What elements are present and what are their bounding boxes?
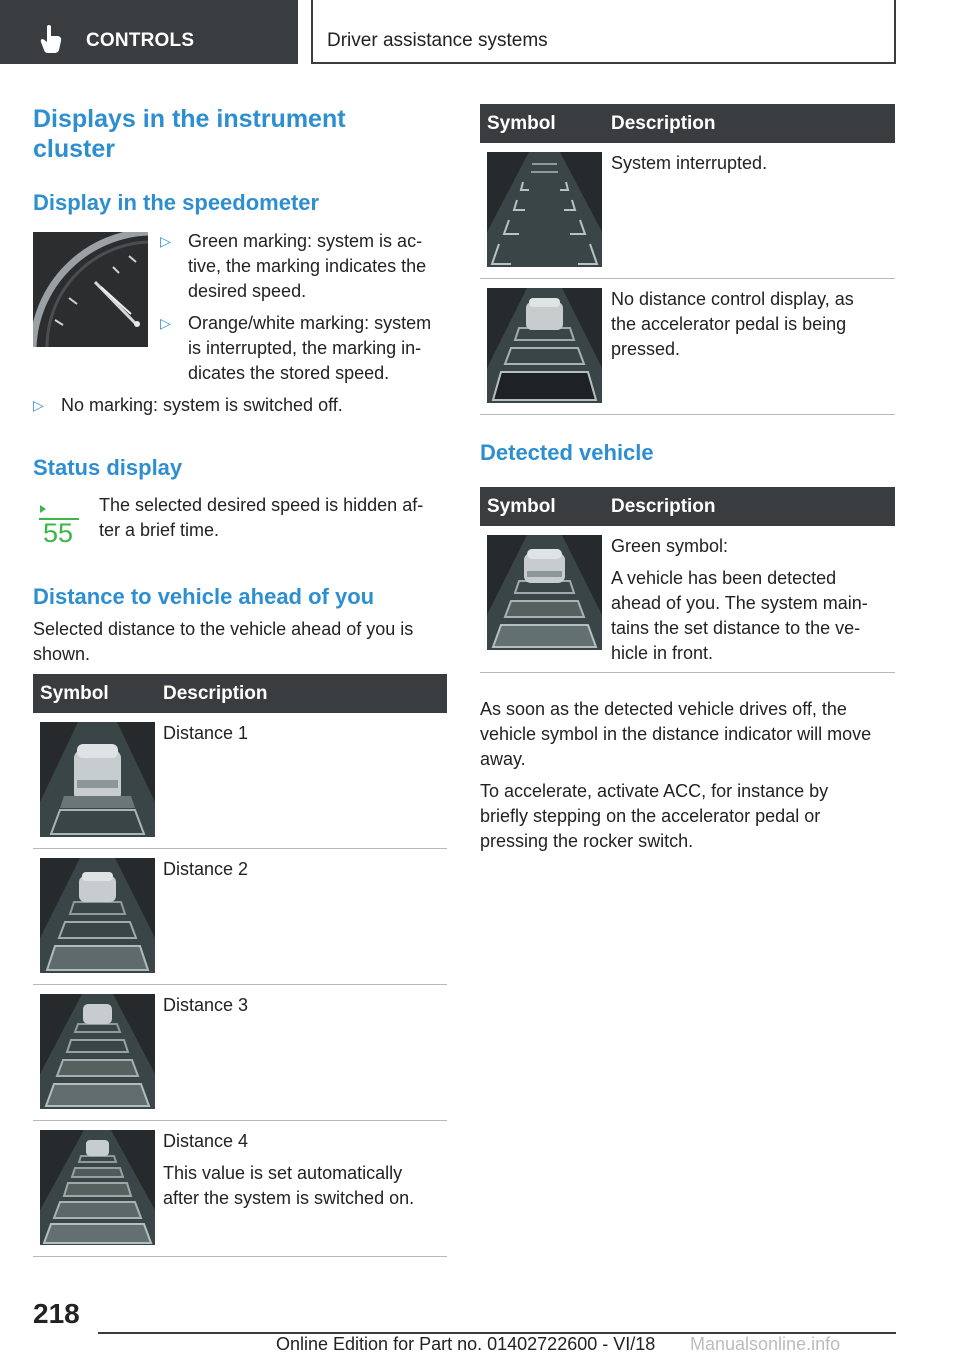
status-text-line: The selected desired speed is hidden af- xyxy=(99,495,424,515)
chapter-label: Driver assistance systems xyxy=(327,30,548,51)
distance-4-image xyxy=(40,1130,155,1245)
col-description-header: Description xyxy=(611,113,716,134)
speedometer-image xyxy=(33,232,148,347)
status-text xyxy=(99,493,423,543)
desc-line: hicle in front. xyxy=(611,643,714,663)
desc-line: No distance control display, as xyxy=(611,289,854,309)
detected-vehicle-icon xyxy=(487,535,602,650)
distance-2-icon xyxy=(40,858,155,973)
desc-line: This value is set automatically xyxy=(163,1163,403,1183)
paragraph-line: As soon as the detected vehicle drives off, the xyxy=(480,699,847,719)
distance-4-icon xyxy=(40,1130,155,1245)
desc-line: the accelerator pedal is being xyxy=(611,314,847,334)
row-divider xyxy=(480,278,895,279)
speedo-heading: Display in the speedometer xyxy=(33,190,320,215)
header-chapter xyxy=(311,0,896,64)
status-speed-icon xyxy=(38,503,82,549)
row-divider xyxy=(33,1120,447,1121)
paragraph-line: away. xyxy=(480,749,526,769)
footer-watermark: Manualsonline.info xyxy=(690,1334,841,1354)
row-divider xyxy=(33,1256,447,1257)
distance-1-desc xyxy=(163,721,248,746)
symbol-table-header xyxy=(480,104,895,143)
triangle-bullet-icon: ▷ xyxy=(33,397,44,413)
distance-4-desc xyxy=(163,1129,414,1211)
desc-line: A vehicle has been detected xyxy=(611,568,837,588)
page-number: 218 xyxy=(33,1298,80,1329)
bullet-line: Green marking: system is ac- xyxy=(188,231,423,251)
distance-3-image xyxy=(40,994,155,1109)
page-title xyxy=(33,104,346,164)
paragraph-line: pressing the rocker switch. xyxy=(480,831,694,851)
col-description-header: Description xyxy=(163,683,268,704)
distance-2-image xyxy=(40,858,155,973)
row-divider xyxy=(480,672,895,673)
distance-1-image xyxy=(40,722,155,837)
detected-vehicle-desc xyxy=(611,534,868,666)
bullet-line: is interrupted, the marking in- xyxy=(188,338,422,358)
drive-off-paragraph xyxy=(480,697,871,772)
row-divider xyxy=(33,984,447,985)
triangle-bullet-icon: ▷ xyxy=(160,233,171,249)
distance-3-icon xyxy=(40,994,155,1109)
status-text-line: ter a brief time. xyxy=(99,520,220,540)
col-symbol-header: Symbol xyxy=(487,113,556,134)
desc-line: ahead of you. The system main- xyxy=(611,593,868,613)
desc-line: pressed. xyxy=(611,339,681,359)
no-distance-control-icon xyxy=(487,288,602,403)
no-distance-control-desc xyxy=(611,287,854,362)
distance-table-header xyxy=(33,674,447,713)
distance-3-desc xyxy=(163,993,248,1018)
desc-line: Distance 3 xyxy=(163,995,249,1015)
status-heading: Status display xyxy=(33,455,183,480)
system-interrupted-image xyxy=(487,152,602,267)
page-title-line2: cluster xyxy=(33,135,115,163)
page-title-line1: Displays in the instrument xyxy=(33,105,346,133)
col-symbol-header: Symbol xyxy=(40,683,109,704)
section-label: CONTROLS xyxy=(86,30,195,51)
bullet-line: No marking: system is switched off. xyxy=(61,395,343,415)
no-distance-control-image xyxy=(487,288,602,403)
system-interrupted-icon xyxy=(487,152,602,267)
intro-line: Selected distance to the vehicle ahead of you is xyxy=(33,619,414,639)
bullet-item xyxy=(160,311,450,386)
intro-line: shown. xyxy=(33,644,91,664)
footer-edition: Online Edition for Part no. 01402722600 - VI/18 xyxy=(276,1334,656,1354)
bullet-line: Orange/white marking: system xyxy=(188,313,432,333)
bullet-item xyxy=(160,229,450,304)
bullet-line: dicates the stored speed. xyxy=(188,363,390,383)
desc-line: tains the set distance to the ve- xyxy=(611,618,861,638)
desc-line: Green symbol: xyxy=(611,536,729,556)
header-section-tab xyxy=(0,0,298,64)
distance-1-icon xyxy=(40,722,155,837)
paragraph-line: vehicle symbol in the distance indicator will move xyxy=(480,724,872,744)
triangle-bullet-icon: ▷ xyxy=(160,315,171,331)
system-interrupted-desc xyxy=(611,151,767,176)
accelerate-paragraph xyxy=(480,779,828,854)
col-description-header: Description xyxy=(611,496,716,517)
hand-pointer-icon xyxy=(38,24,64,54)
distance-heading: Distance to vehicle ahead of you xyxy=(33,584,375,609)
detected-vehicle-image xyxy=(487,535,602,650)
desc-line: Distance 4 xyxy=(163,1131,249,1151)
speedometer-icon xyxy=(33,232,148,347)
distance-2-desc xyxy=(163,857,248,882)
detected-table-header xyxy=(480,487,895,526)
paragraph-line: briefly stepping on the accelerator pedal or xyxy=(480,806,821,826)
bullet-line: tive, the marking indicates the xyxy=(188,256,427,276)
desc-line: System interrupted. xyxy=(611,153,768,173)
desc-line: after the system is switched on. xyxy=(163,1188,415,1208)
col-symbol-header: Symbol xyxy=(487,496,556,517)
row-divider xyxy=(480,414,895,415)
distance-intro xyxy=(33,617,413,667)
paragraph-line: To accelerate, activate ACC, for instance by xyxy=(480,781,829,801)
status-speed-value: 55 xyxy=(43,518,74,548)
desc-line: Distance 1 xyxy=(163,723,249,743)
detected-vehicle-heading: Detected vehicle xyxy=(480,440,654,465)
row-divider xyxy=(33,848,447,849)
bullet-line: desired speed. xyxy=(188,281,307,301)
bullet-item xyxy=(33,393,453,418)
desc-line: Distance 2 xyxy=(163,859,249,879)
